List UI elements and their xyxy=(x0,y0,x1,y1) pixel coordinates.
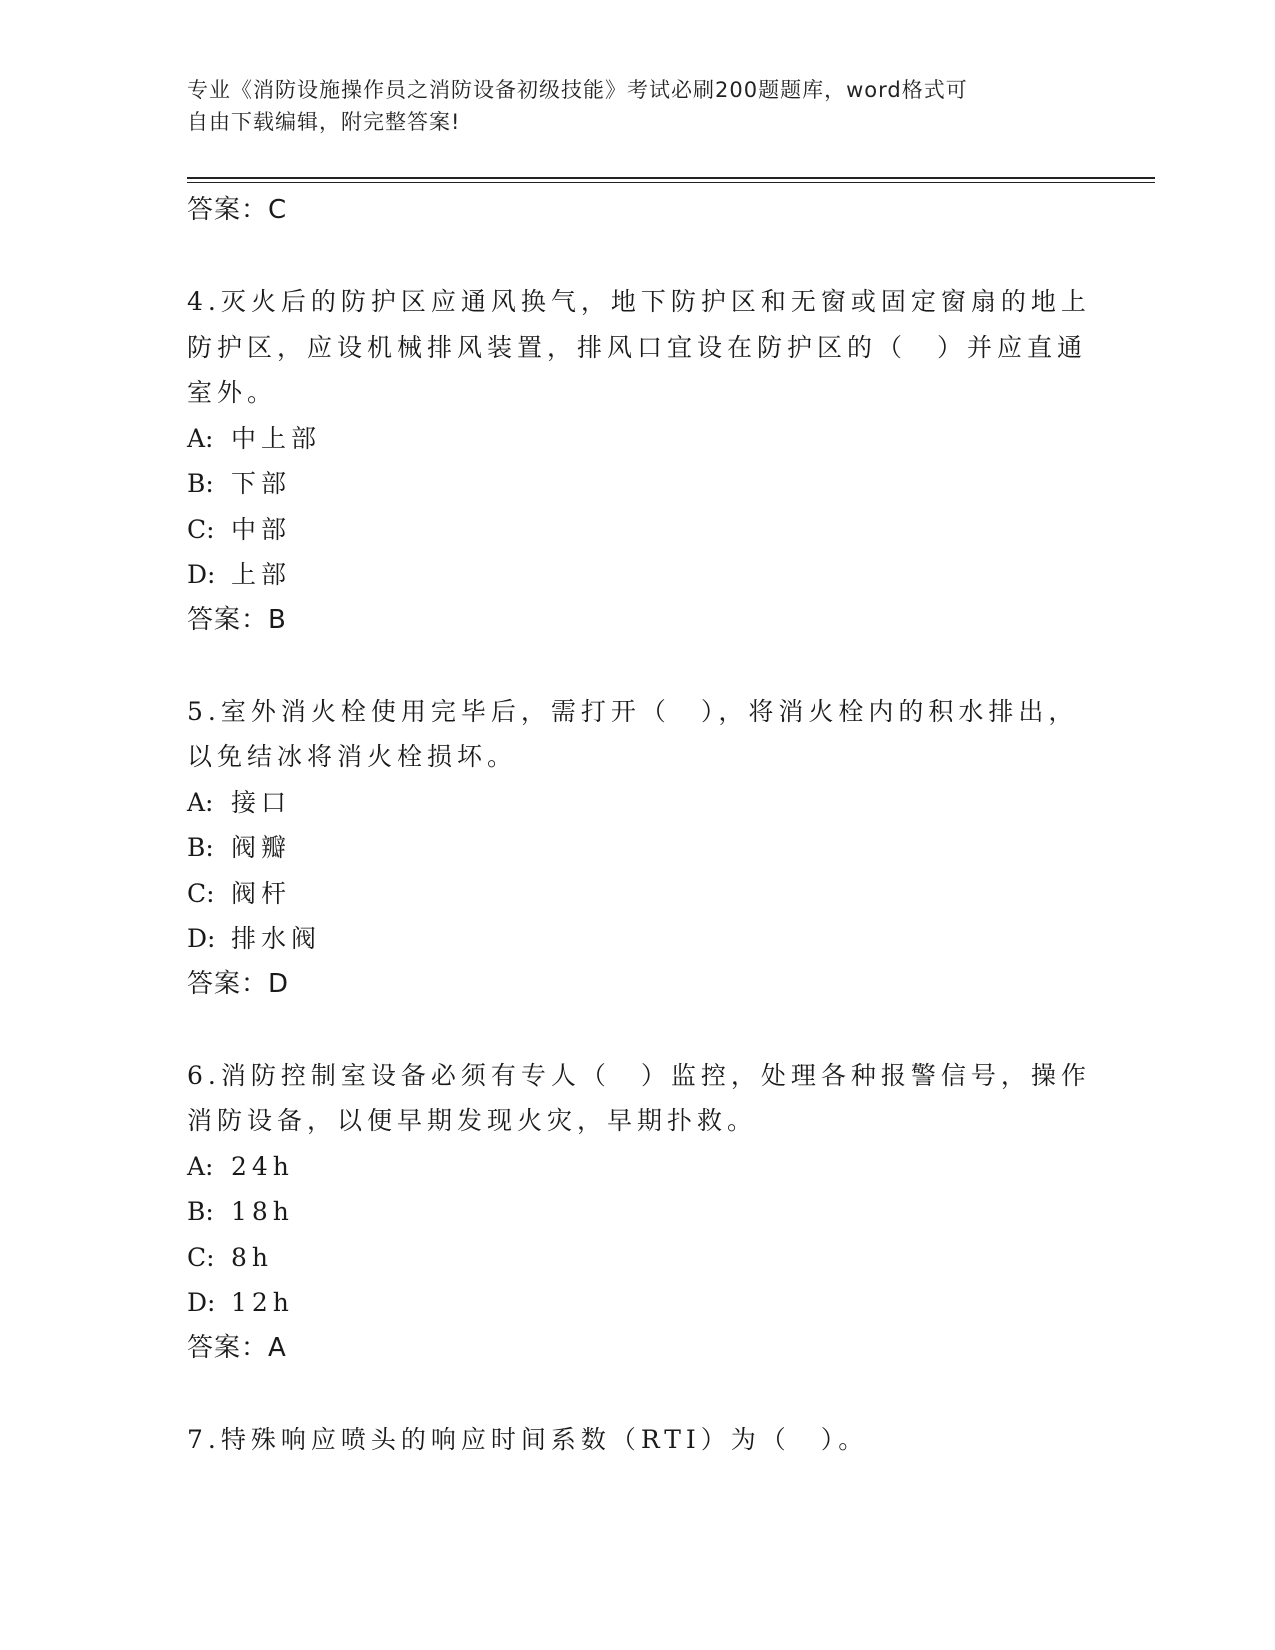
option-key: B: xyxy=(187,1197,214,1226)
option-c xyxy=(187,507,1067,553)
question-5 xyxy=(187,689,1079,1008)
option-key: A: xyxy=(187,1151,214,1181)
option-text: 接口 xyxy=(231,787,292,817)
question-stem-line: 6.消防控制室设备必须有专人（ ）监控，处理各种报警信号，操作 xyxy=(187,1060,1091,1090)
header-rule-thick xyxy=(187,177,1155,179)
question-list xyxy=(187,188,1091,1462)
option-d xyxy=(187,552,1067,598)
option-b xyxy=(187,825,1067,871)
option-text: 阀瓣 xyxy=(231,833,292,862)
question-stem-line: 7.特殊响应喷头的响应时间系数（RTI）为（ ）。 xyxy=(187,1424,869,1454)
option-a xyxy=(187,1144,1067,1190)
option-text: 上部 xyxy=(231,560,292,589)
option-text: 排水阀 xyxy=(231,924,322,953)
header-rule-thin xyxy=(187,182,1155,183)
option-key: C: xyxy=(187,878,215,908)
question-stem-line: 室外。 xyxy=(187,378,278,407)
option-key: A: xyxy=(187,787,214,817)
option-text: 24h xyxy=(231,1151,294,1181)
answer-q6: 答案：A xyxy=(187,1332,287,1363)
answer-q5: 答案：D xyxy=(187,968,290,999)
option-key: D: xyxy=(187,560,216,589)
option-b xyxy=(187,461,1067,507)
header-line-1: 专业《消防设施操作员之消防设备初级技能》考试必刷200题题库，word格式可 xyxy=(187,78,968,102)
question-stem-line: 防护区，应设机械排风装置，排风口宜设在防护区的（ ）并应直通 xyxy=(187,332,1088,362)
question-7 xyxy=(187,1417,1067,1463)
header-line-2: 自由下载编辑，附完整答案! xyxy=(187,110,461,134)
option-text: 8h xyxy=(231,1242,274,1272)
option-b xyxy=(187,1189,1067,1235)
question-stem-line: 消防设备，以便早期发现火灾，早期扑救。 xyxy=(187,1106,758,1135)
option-key: B: xyxy=(187,833,214,862)
option-key: D: xyxy=(187,1288,216,1317)
option-a xyxy=(187,780,1067,826)
option-text: 中上部 xyxy=(231,423,322,453)
option-text: 18h xyxy=(231,1197,294,1226)
option-key: D: xyxy=(187,924,216,953)
question-stem-line: 以免结冰将消火栓损坏。 xyxy=(187,742,518,771)
option-key: C: xyxy=(187,514,215,544)
option-c xyxy=(187,1235,1067,1281)
question-stem-line: 5.室外消火栓使用完毕后，需打开（ ），将消火栓内的积水排出， xyxy=(187,696,1079,726)
option-text: 阀杆 xyxy=(231,878,292,908)
question-stem-line: 4.灭火后的防护区应通风换气，地下防护区和无窗或固定窗扇的地上 xyxy=(187,287,1091,316)
option-d xyxy=(187,1280,1067,1326)
answer-q3: 答案：C xyxy=(187,195,288,225)
answer-q4: 答案：B xyxy=(187,604,287,635)
option-text: 中部 xyxy=(231,514,292,544)
option-text: 下部 xyxy=(231,469,292,498)
option-key: B: xyxy=(187,469,214,498)
option-text: 12h xyxy=(231,1288,294,1317)
option-d xyxy=(187,916,1067,962)
option-key: C: xyxy=(187,1242,215,1272)
option-key: A: xyxy=(187,423,214,453)
question-4 xyxy=(187,279,1091,643)
option-a xyxy=(187,416,1067,462)
question-6 xyxy=(187,1053,1091,1372)
option-c xyxy=(187,871,1067,917)
document-header xyxy=(187,74,1067,138)
